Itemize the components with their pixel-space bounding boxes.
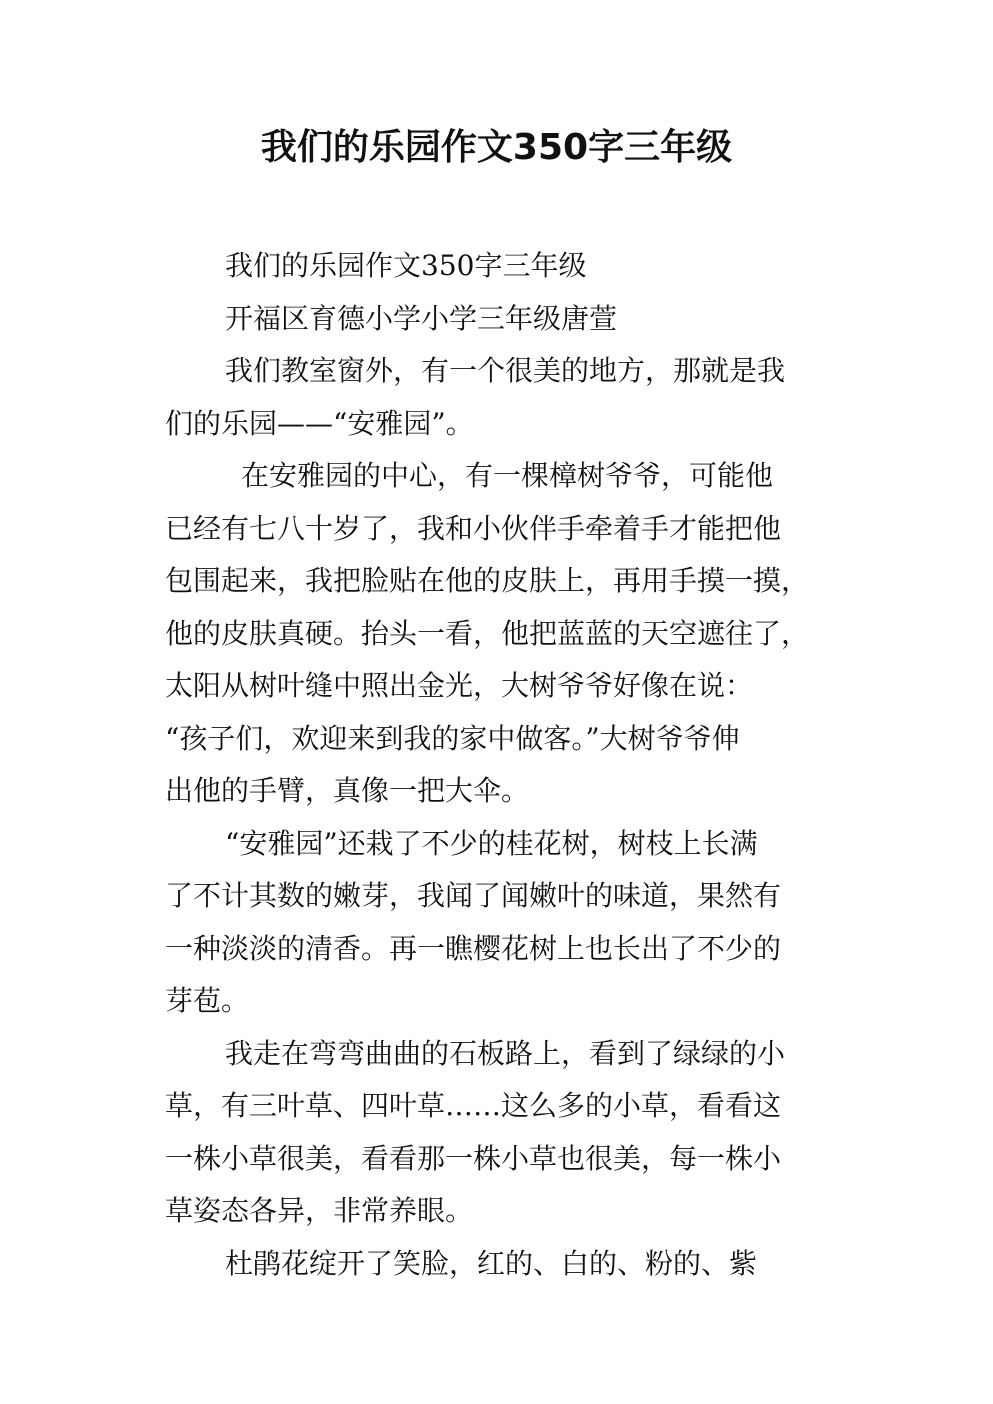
body-line: “安雅园”还栽了不少的桂花树，树枝上长满 bbox=[225, 826, 758, 860]
body-line: 一株小草很美，看看那一株小草也很美，每一株小 bbox=[165, 1141, 782, 1175]
body-line: 草，有三叶草、四叶草……这么多的小草，看看这 bbox=[165, 1089, 782, 1122]
body-line: 一种淡淡的清香。再一瞧樱花树上也长出了不少的 bbox=[165, 931, 782, 965]
document-title: 我们的乐园作文350字三年级 bbox=[260, 127, 733, 168]
body-line: 们的乐园——“安雅园”。 bbox=[165, 406, 474, 440]
body-line: 我走在弯弯曲曲的石板路上，看到了绿绿的小 bbox=[225, 1036, 786, 1070]
document-body bbox=[165, 240, 845, 1290]
body-line: 在安雅园的中心，有一棵樟树爷爷，可能他 bbox=[241, 459, 774, 492]
body-line: 杜鹃花绽开了笑脸，红的、白的、粉的、紫 bbox=[225, 1246, 758, 1280]
body-line: 草姿态各异，非常养眼。 bbox=[165, 1194, 474, 1227]
body-line: 已经有七八十岁了，我和小伙伴手牵着手才能把他 bbox=[165, 511, 782, 545]
body-line: 他的皮肤真硬。抬头一看，他把蓝蓝的天空遮往了， bbox=[165, 616, 810, 650]
body-line: 我们的乐园作文350字三年级 bbox=[225, 249, 587, 282]
body-line: 太阳从树叶缝中照出金光，大树爷爷好像在说： bbox=[165, 669, 754, 702]
body-line: 出他的手臂，真像一把大伞。 bbox=[165, 774, 530, 807]
body-line: “孩子们，欢迎来到我的家中做客。”大树爷爷伸 bbox=[165, 721, 740, 755]
body-line: 芽苞。 bbox=[165, 984, 250, 1017]
body-line: 包围起来，我把脸贴在他的皮肤上，再用手摸一摸， bbox=[165, 564, 810, 597]
body-line: 我们教室窗外，有一个很美的地方，那就是我 bbox=[225, 354, 786, 387]
body-line: 了不计其数的嫩芽，我闻了闻嫩叶的味道，果然有 bbox=[165, 879, 782, 912]
body-line: 开福区育德小学小学三年级唐萱 bbox=[225, 301, 618, 335]
